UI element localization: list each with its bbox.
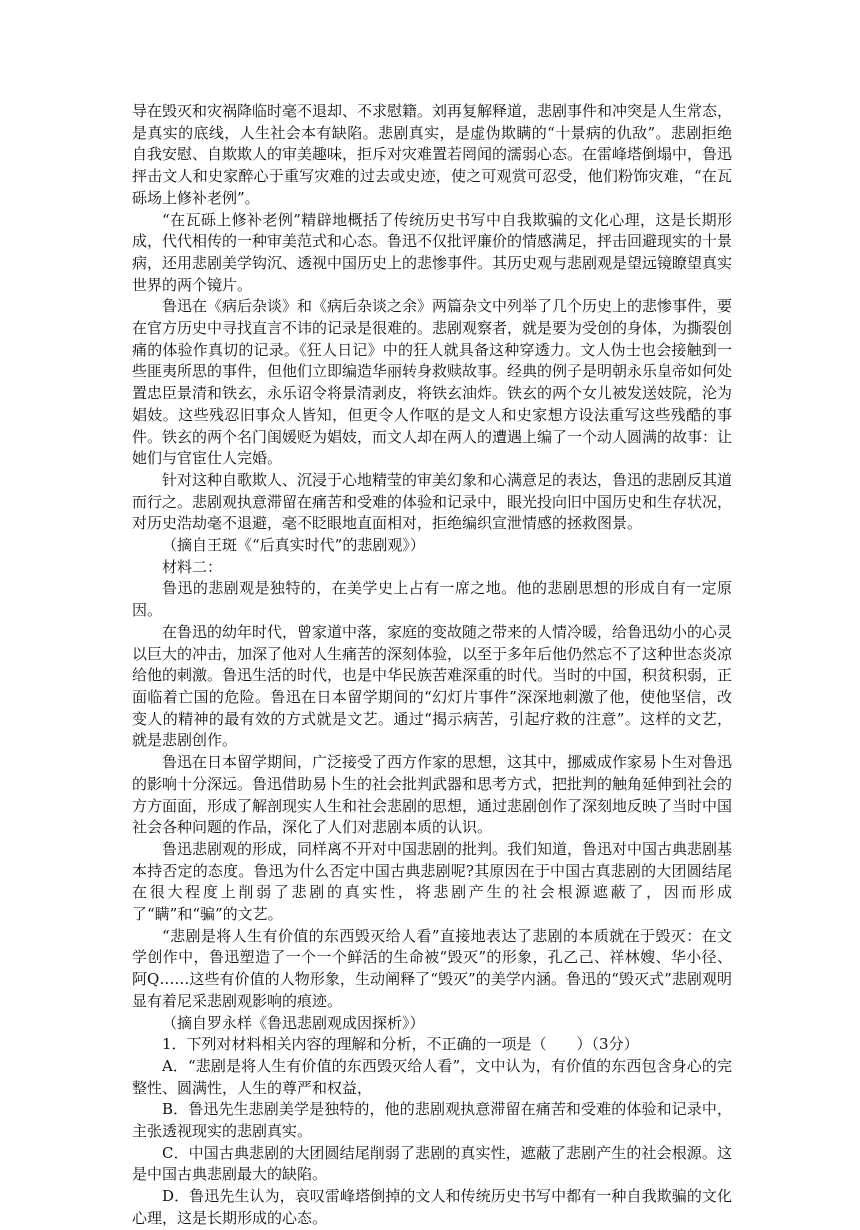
option-b: B．鲁迅先生悲剧美学是独特的，他的悲剧观执意滞留在痛苦和受难的体验和记录中，主张透视现实的悲剧真实。 — [132, 1100, 732, 1141]
material1-paragraph: “在瓦砾上修补老例”精辟地概括了传统历史书写中自我欺骗的文化心理，这是长期形成，代代相传的一种审美范式和心态。鲁迅不仅批评廉价的情感满足，抨击回避现实的十景病，还用悲剧美学钩沉、透视中国历史上的悲惨事件。其历史观与悲剧观是望远镜瞭望真实世界的两个镜片。 — [132, 210, 733, 294]
material1-paragraph: 鲁迅在《病后杂谈》和《病后杂谈之余》两篇杂文中列举了几个历史上的悲惨事件，要在官方历史中寻找直言不讳的记录是很难的。悲剧观察者，就是要为受创的身体，为撕裂创痛的体验作真切的记录。《狂人日记》中的狂人就具备这种穿透力。文人伪士也会接触到一些匪夷所思的事件，但他们立即编造华丽转身救赎故事。经典的例子是明朝永乐皇帝如何处置忠臣景清和铁玄，永乐诏令将景清剥皮，将铁玄油炸。铁玄的两个女儿被发送妓院，沦为娼妓。这些残忍旧事众人皆知，但更令人作呕的是文人和史家想方设法重写这些残酷的事件。铁玄的两个名门闺媛贬为娼妓，而文人却在两人的遭遇上编了一个动人圆满的故事：让她们与官宦仕人完婚。 — [132, 297, 733, 468]
material2-paragraph: 鲁迅悲剧观的形成，同样离不开对中国悲剧的批判。我们知道，鲁迅对中国古典悲剧基本持否定的态度。鲁迅为什么否定中国古典悲剧呢?其原因在于中国古真悲剧的大团圆结尾在很大程度上削弱了悲剧的真实性，将悲剧产生的社会根源遮蔽了，因而形成了“瞒”和“骗”的文艺。 — [132, 839, 733, 924]
material1-paragraph: 针对这种自歌欺人、沉浸于心地精莹的审美幻象和心满意足的表达，鲁迅的悲剧反其道而行之。悲剧观执意滞留在痛苦和受难的体验和记录中，眼光投向旧中国历史和生存状况，对历史浩劫毫不退避，毫不眨眼地直面相对，拒绝编织宣泄情感的拯救图景。 — [132, 470, 733, 533]
material2-paragraph: 鲁迅的悲剧观是独特的，在美学史上占有一席之地。他的悲剧思想的形成自有一定原因。 — [132, 579, 732, 620]
material1-source: （摘自王斑《“后真实时代”的悲剧观》） — [162, 536, 425, 555]
option-a: A．“悲剧是将人生有价值的东西毁灭给人看”，文中认为，有价值的东西包含身心的完整性、圆满性，人生的尊严和权益， — [132, 1056, 732, 1097]
question-stem: 1．下列对材料相关内容的理解和分析，不正确的一项是（ ）（3分） — [162, 1035, 639, 1054]
material2-source: （摘自罗永样《鲁迅悲剧观成因探析》） — [162, 1013, 425, 1032]
material2-paragraph: “悲剧是将人生有价值的东西毁灭给人看”直接地表达了悲剧的本质就在于毁灭：在文学创作中，鲁迅塑造了一个一个鲜活的生命被“毁灭”的形象，孔乙己、祥林嫂、华小径、阿Q……这些有价值的人物形象，生动阐释了“毁灭”的美学内涵。鲁迅的“毁灭式”悲剧观明显有着尼采悲剧观影响的痕迹。 — [132, 926, 732, 1010]
option-c: C．中国古典悲剧的大团圆结尾削弱了悲剧的真实性，遮蔽了悲剧产生的社会根源。这是中国古典悲剧最大的缺陷。 — [132, 1143, 732, 1184]
material2-paragraph: 鲁迅在日本留学期间，广泛接受了西方作家的思想，这其中，挪威成作家易卜生对鲁迅的影响十分深远。鲁迅借助易卜生的社会批判武器和思考方式，把批判的触角延伸到社会的方方面面，形成了解剖现实人生和社会悲剧的思想，通过悲剧创作了深刻地反映了当时中国社会各种问题的作品，深化了人们对悲剧本质的认识。 — [132, 753, 733, 837]
material2-heading: 材料二： — [162, 557, 223, 576]
document-page — [132, 101, 732, 1230]
material2-paragraph: 在鲁迅的幼年时代，曾家道中落，家庭的变故随之带来的人情冷暖，给鲁迅幼小的心灵以巨大的冲击，加深了他对人生痛苦的深刻体验，以至于多年后他仍然忘不了这种世态炎凉给他的刺激。鲁迅生活的时代，也是中华民族苦难深重的时代。当时的中国，积贫积弱，正面临着亡国的危险。鲁迅在日本留学期间的“幻灯片事件”深深地刺激了他，使他坚信，改变人的精神的最有效的方式就是文艺。通过“揭示病苦，引起疗救的注意”。这样的文艺，就是悲剧创作。 — [132, 622, 733, 750]
option-d: D．鲁迅先生认为，哀叹雷峰塔倒掉的文人和传统历史书写中都有一种自我欺骗的文化心理，这是长期形成的心态。 — [132, 1187, 732, 1227]
material1-paragraph: 导在毁灭和灾祸降临时毫不退却、不求慰籍。刘再复解释道，悲剧事件和冲突是人生常态，是真实的底线，人生社会本有缺陷。悲剧真实，是虚伪欺瞒的“十景病的仇敌”。悲剧拒绝自我安慰、自欺欺人的审美趣味，拒斥对灾难置若罔闻的濡弱心态。在雷峰塔倒塌中，鲁迅抨击文人和史家醉心于重写灾难的过去或史迹，使之可观赏可忍受，他们粉饰灾难，“在瓦砾场上修补老例”。 — [132, 102, 733, 207]
